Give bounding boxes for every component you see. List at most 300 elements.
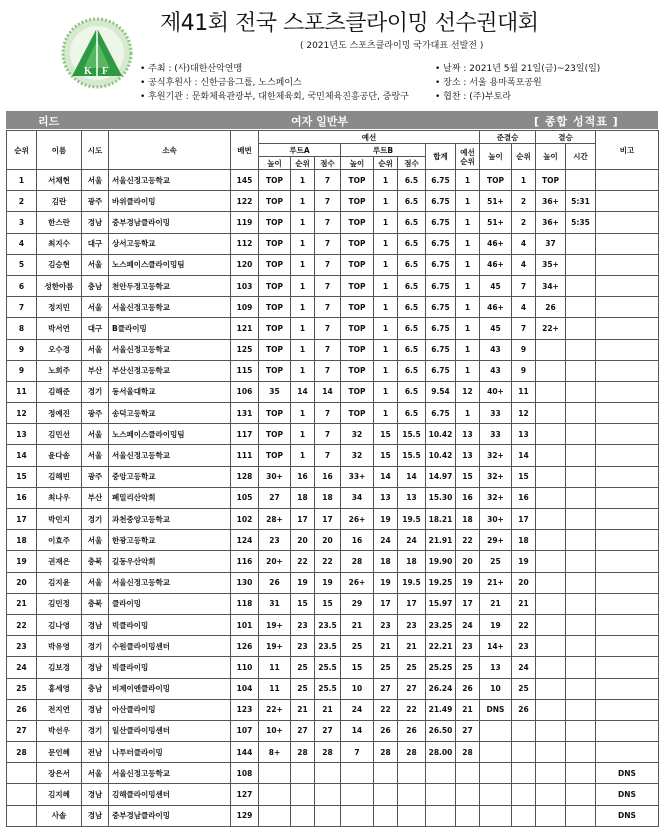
cell-rank: [7, 805, 37, 826]
cell-semi-rank: 17: [512, 509, 536, 530]
cell-bib: 109: [231, 297, 259, 318]
cell-bib: 112: [231, 233, 259, 254]
cell-b-rank: 1: [374, 339, 398, 360]
cell-b-score: 6.5: [398, 191, 426, 212]
cell-semi-height: 19: [480, 614, 512, 635]
cell-a-score: 7: [315, 191, 341, 212]
cell-sum: 10.42: [426, 445, 456, 466]
cell-rank: 25: [7, 678, 37, 699]
cell-rank: 5: [7, 254, 37, 275]
cell-name: 한스란: [37, 212, 82, 233]
col-sum: 합계: [426, 144, 456, 170]
cell-note: [596, 720, 659, 741]
cell-bib: 104: [231, 678, 259, 699]
cell-semi-rank: 18: [512, 530, 536, 551]
cell-qual-rank: 17: [456, 593, 480, 614]
cell-b-score: 14: [398, 466, 426, 487]
cell-b-rank: 1: [374, 212, 398, 233]
cell-rank: 4: [7, 233, 37, 254]
cell-a-rank: [291, 784, 315, 805]
cell-a-height: [259, 763, 291, 784]
cell-b-score: 6.5: [398, 233, 426, 254]
cell-final-time: [566, 381, 596, 402]
cell-b-height: TOP: [341, 360, 374, 381]
cell-a-rank: [291, 763, 315, 784]
cell-bib: 118: [231, 593, 259, 614]
cell-final-time: [566, 424, 596, 445]
cell-b-height: TOP: [341, 191, 374, 212]
cell-semi-rank: 7: [512, 275, 536, 296]
table-row: [7, 445, 659, 466]
cell-sum: 6.75: [426, 318, 456, 339]
cell-name: 최나우: [37, 487, 82, 508]
cell-final-time: [566, 763, 596, 784]
cell-final-time: [566, 466, 596, 487]
cell-b-score: 24: [398, 530, 426, 551]
cell-region: 서울: [82, 445, 109, 466]
cell-bib: 110: [231, 657, 259, 678]
cell-a-score: 20: [315, 530, 341, 551]
cell-semi-rank: [512, 742, 536, 763]
cell-rank: 11: [7, 381, 37, 402]
cell-semi-height: DNS: [480, 699, 512, 720]
cell-a-score: [315, 784, 341, 805]
cell-sum: 6.75: [426, 254, 456, 275]
cell-final-time: [566, 593, 596, 614]
cell-final-height: [536, 509, 566, 530]
cell-rank: [7, 784, 37, 805]
cell-final-time: [566, 254, 596, 275]
cell-name: 문인혜: [37, 742, 82, 763]
cell-semi-height: [480, 763, 512, 784]
cell-final-height: 35+: [536, 254, 566, 275]
cell-final-time: [566, 360, 596, 381]
cell-affiliation: 중부경남클라이밍: [109, 805, 231, 826]
table-row: [7, 360, 659, 381]
cell-rank: 19: [7, 551, 37, 572]
cell-sum: [426, 805, 456, 826]
cell-bib: 144: [231, 742, 259, 763]
cell-a-score: 27: [315, 720, 341, 741]
table-row: [7, 297, 659, 318]
cell-sum: 19.90: [426, 551, 456, 572]
cell-name: 김보경: [37, 657, 82, 678]
cell-note: [596, 297, 659, 318]
cell-a-rank: 1: [291, 318, 315, 339]
cell-a-rank: 21: [291, 699, 315, 720]
cell-final-height: [536, 805, 566, 826]
cell-b-score: 6.5: [398, 170, 426, 191]
cell-b-height: 33+: [341, 466, 374, 487]
cell-semi-height: [480, 805, 512, 826]
cell-a-rank: [291, 805, 315, 826]
cell-name: 김지혜: [37, 784, 82, 805]
cell-final-time: [566, 614, 596, 635]
cell-rank: 9: [7, 360, 37, 381]
page-subtitle: ( 2021년도 스포츠클라이밍 국가대표 선발전 ): [300, 41, 484, 51]
table-row: [7, 636, 659, 657]
table-row: [7, 212, 659, 233]
cell-final-height: 36+: [536, 212, 566, 233]
cell-b-score: [398, 784, 426, 805]
cell-a-rank: 1: [291, 170, 315, 191]
cell-region: 서울: [82, 530, 109, 551]
cell-a-height: 22+: [259, 699, 291, 720]
cell-final-height: [536, 466, 566, 487]
cell-sum: 22.21: [426, 636, 456, 657]
cell-b-rank: 21: [374, 636, 398, 657]
cell-qual-rank: 16: [456, 487, 480, 508]
cell-b-score: 6.5: [398, 381, 426, 402]
cell-rank: 28: [7, 742, 37, 763]
cell-semi-rank: [512, 720, 536, 741]
table-row: [7, 191, 659, 212]
cell-sum: 9.54: [426, 381, 456, 402]
cell-a-height: TOP: [259, 297, 291, 318]
cell-sum: 6.75: [426, 297, 456, 318]
cell-affiliation: 빅클라이밍: [109, 614, 231, 635]
cell-a-rank: 1: [291, 297, 315, 318]
cell-affiliation: 서울신정고등학교: [109, 445, 231, 466]
cell-semi-rank: [512, 763, 536, 784]
cell-a-height: 31: [259, 593, 291, 614]
cell-semi-rank: 21: [512, 593, 536, 614]
cell-name: 전지연: [37, 699, 82, 720]
cell-final-time: [566, 530, 596, 551]
cell-semi-rank: 2: [512, 212, 536, 233]
cell-b-rank: 14: [374, 466, 398, 487]
table-row: [7, 720, 659, 741]
cell-b-height: 26+: [341, 509, 374, 530]
cell-b-score: 21: [398, 636, 426, 657]
cell-region: 경남: [82, 614, 109, 635]
cell-bib: 145: [231, 170, 259, 191]
table-row: [7, 678, 659, 699]
cell-region: 충남: [82, 678, 109, 699]
cell-rank: 16: [7, 487, 37, 508]
cell-affiliation: 서울신정고등학교: [109, 170, 231, 191]
cell-name: 김지윤: [37, 572, 82, 593]
cell-final-height: [536, 742, 566, 763]
cell-bib: 121: [231, 318, 259, 339]
cell-a-rank: 25: [291, 678, 315, 699]
cell-b-rank: [374, 805, 398, 826]
cell-b-height: TOP: [341, 318, 374, 339]
cell-sum: 26.50: [426, 720, 456, 741]
date-line: • 날짜 : 2021년 5월 21일(금)~23일(일): [435, 64, 601, 74]
cell-semi-height: 32+: [480, 466, 512, 487]
cell-final-time: [566, 784, 596, 805]
cell-semi-rank: 4: [512, 233, 536, 254]
cell-b-rank: 19: [374, 509, 398, 530]
table-row: [7, 657, 659, 678]
cell-semi-height: 21: [480, 593, 512, 614]
cell-a-score: 23.5: [315, 614, 341, 635]
cell-final-height: [536, 339, 566, 360]
cell-a-score: 23.5: [315, 636, 341, 657]
cell-semi-rank: 1: [512, 170, 536, 191]
cell-rank: 8: [7, 318, 37, 339]
category-label: 여자 일반부: [291, 115, 348, 128]
cell-final-time: [566, 339, 596, 360]
cell-a-score: 7: [315, 275, 341, 296]
cell-a-rank: 22: [291, 551, 315, 572]
cell-qual-rank: [456, 805, 480, 826]
cell-b-rank: 1: [374, 233, 398, 254]
cell-b-score: 17: [398, 593, 426, 614]
cell-b-height: TOP: [341, 403, 374, 424]
cell-note: [596, 636, 659, 657]
col-final-time: 시간: [566, 144, 596, 170]
cell-bib: 126: [231, 636, 259, 657]
cell-affiliation: 비제이엔클라이밍: [109, 678, 231, 699]
cell-rank: 9: [7, 339, 37, 360]
cell-final-time: [566, 487, 596, 508]
cell-b-rank: 28: [374, 742, 398, 763]
cell-semi-rank: 13: [512, 424, 536, 445]
cell-sum: 23.25: [426, 614, 456, 635]
cell-qual-rank: 12: [456, 381, 480, 402]
cell-qual-rank: 1: [456, 275, 480, 296]
cell-affiliation: 바위클라이밍: [109, 191, 231, 212]
cell-a-score: 7: [315, 170, 341, 191]
cell-region: 광주: [82, 191, 109, 212]
cell-affiliation: 서울신정고등학교: [109, 763, 231, 784]
cell-note: [596, 424, 659, 445]
cell-note: [596, 742, 659, 763]
cell-a-height: TOP: [259, 254, 291, 275]
cell-b-height: 15: [341, 657, 374, 678]
table-row: [7, 318, 659, 339]
col-semifinal: 준결승: [480, 131, 536, 144]
cell-semi-rank: 7: [512, 318, 536, 339]
cell-sum: 25.25: [426, 657, 456, 678]
cell-name: 성한아름: [37, 275, 82, 296]
page-title: 제41회 전국 스포츠클라이밍 선수권대회: [160, 11, 539, 36]
event-info-left: [140, 62, 409, 104]
cell-a-height: 10+: [259, 720, 291, 741]
cell-a-score: 7: [315, 212, 341, 233]
cell-final-height: [536, 678, 566, 699]
cell-semi-height: 14+: [480, 636, 512, 657]
cell-semi-rank: 22: [512, 614, 536, 635]
cell-b-score: 6.5: [398, 254, 426, 275]
cell-b-height: 29: [341, 593, 374, 614]
cell-qual-rank: 1: [456, 339, 480, 360]
cell-affiliation: 중부경남클라이밍: [109, 212, 231, 233]
cell-qual-rank: 1: [456, 212, 480, 233]
cell-note: [596, 445, 659, 466]
cell-semi-rank: 11: [512, 381, 536, 402]
cell-b-rank: 15: [374, 445, 398, 466]
cell-final-time: [566, 445, 596, 466]
cell-a-height: TOP: [259, 403, 291, 424]
cell-note: [596, 487, 659, 508]
partner-line: • 협찬 : (주)부토라: [435, 92, 512, 102]
cell-b-rank: 27: [374, 678, 398, 699]
cell-a-rank: 14: [291, 381, 315, 402]
table-row: [7, 784, 659, 805]
cell-note: [596, 212, 659, 233]
cell-sum: 6.75: [426, 403, 456, 424]
cell-a-height: [259, 784, 291, 805]
cell-semi-height: 33: [480, 403, 512, 424]
cell-name: 박민지: [37, 509, 82, 530]
cell-bib: 103: [231, 275, 259, 296]
cell-b-height: 25: [341, 636, 374, 657]
cell-sum: 6.75: [426, 212, 456, 233]
cell-final-time: [566, 551, 596, 572]
cell-name: 권재은: [37, 551, 82, 572]
cell-final-time: [566, 636, 596, 657]
cell-qual-rank: [456, 784, 480, 805]
cell-semi-height: 13: [480, 657, 512, 678]
cell-affiliation: 나투터클라이밍: [109, 742, 231, 763]
cell-affiliation: 일산클라이밍센터: [109, 720, 231, 741]
cell-b-score: 6.5: [398, 212, 426, 233]
cell-note: [596, 191, 659, 212]
cell-semi-height: 43: [480, 360, 512, 381]
cell-semi-height: 45: [480, 318, 512, 339]
cell-semi-height: 46+: [480, 254, 512, 275]
cell-final-height: [536, 487, 566, 508]
cell-b-rank: 24: [374, 530, 398, 551]
cell-semi-height: [480, 720, 512, 741]
cell-bib: 106: [231, 381, 259, 402]
cell-b-rank: 26: [374, 720, 398, 741]
cell-region: 경남: [82, 699, 109, 720]
cell-semi-height: [480, 742, 512, 763]
cell-bib: 128: [231, 466, 259, 487]
cell-a-height: 8+: [259, 742, 291, 763]
cell-region: 경남: [82, 212, 109, 233]
cell-a-rank: 23: [291, 636, 315, 657]
cell-note: [596, 339, 659, 360]
cell-sum: 15.30: [426, 487, 456, 508]
cell-qual-rank: 23: [456, 636, 480, 657]
cell-b-height: TOP: [341, 254, 374, 275]
cell-a-rank: 1: [291, 403, 315, 424]
col-final-height: 높이: [536, 144, 566, 170]
cell-bib: 111: [231, 445, 259, 466]
cell-qual-rank: 15: [456, 466, 480, 487]
discipline-label: 리드: [38, 115, 60, 128]
cell-sum: 19.25: [426, 572, 456, 593]
cell-b-rank: 15: [374, 424, 398, 445]
cell-b-rank: 1: [374, 191, 398, 212]
cell-qual-rank: 25: [456, 657, 480, 678]
cell-b-height: 32: [341, 424, 374, 445]
cell-region: 충남: [82, 275, 109, 296]
cell-b-score: 23: [398, 614, 426, 635]
cell-region: 경기: [82, 720, 109, 741]
col-rank: 순위: [7, 131, 37, 170]
cell-a-score: 21: [315, 699, 341, 720]
cell-rank: 3: [7, 212, 37, 233]
cell-final-time: [566, 233, 596, 254]
cell-bib: 130: [231, 572, 259, 593]
table-row: [7, 466, 659, 487]
cell-final-height: [536, 445, 566, 466]
cell-qual-rank: 19: [456, 572, 480, 593]
cell-name: 정지민: [37, 297, 82, 318]
cell-note: [596, 657, 659, 678]
cell-region: 전남: [82, 742, 109, 763]
cell-affiliation: 클라이밍: [109, 593, 231, 614]
cell-affiliation: 노스페이스클라이밍팀: [109, 424, 231, 445]
col-qual-rank-label: 예선 순위: [460, 147, 475, 166]
cell-note: DNS: [596, 763, 659, 784]
cell-qual-rank: 26: [456, 678, 480, 699]
cell-bib: 119: [231, 212, 259, 233]
cell-semi-height: 21+: [480, 572, 512, 593]
col-b-score: 점수: [398, 157, 426, 170]
results-body: [7, 170, 659, 827]
col-final: 결승: [536, 131, 596, 144]
cell-note: [596, 403, 659, 424]
cell-b-rank: 25: [374, 657, 398, 678]
cell-qual-rank: 1: [456, 318, 480, 339]
cell-a-rank: 1: [291, 275, 315, 296]
cell-qual-rank: 1: [456, 403, 480, 424]
cell-affiliation: 서울신정고등학교: [109, 297, 231, 318]
cell-a-rank: 16: [291, 466, 315, 487]
cell-a-score: 7: [315, 254, 341, 275]
cell-final-time: [566, 678, 596, 699]
cell-b-score: 6.5: [398, 297, 426, 318]
cell-a-height: TOP: [259, 445, 291, 466]
cell-rank: 26: [7, 699, 37, 720]
cell-b-height: [341, 763, 374, 784]
cell-b-score: 27: [398, 678, 426, 699]
cell-b-height: TOP: [341, 339, 374, 360]
cell-b-height: 21: [341, 614, 374, 635]
cell-a-score: [315, 805, 341, 826]
cell-semi-rank: 14: [512, 445, 536, 466]
cell-affiliation: 중앙고등학교: [109, 466, 231, 487]
cell-final-time: [566, 403, 596, 424]
cell-qual-rank: 1: [456, 360, 480, 381]
cell-name: 김해빈: [37, 466, 82, 487]
cell-b-score: [398, 763, 426, 784]
cell-region: 광주: [82, 466, 109, 487]
logo-letter-k: K: [84, 66, 92, 77]
cell-a-score: 25.5: [315, 657, 341, 678]
cell-b-score: 6.5: [398, 403, 426, 424]
cell-a-rank: 1: [291, 360, 315, 381]
cell-rank: 7: [7, 297, 37, 318]
cell-a-rank: 1: [291, 339, 315, 360]
cell-qual-rank: 13: [456, 424, 480, 445]
cell-note: [596, 614, 659, 635]
cell-qual-rank: [456, 763, 480, 784]
cell-region: 경기: [82, 509, 109, 530]
cell-semi-height: 40+: [480, 381, 512, 402]
cell-name: 김승현: [37, 254, 82, 275]
cell-b-score: 15.5: [398, 445, 426, 466]
cell-a-score: 7: [315, 360, 341, 381]
cell-note: [596, 360, 659, 381]
cell-final-height: [536, 614, 566, 635]
cell-b-score: 6.5: [398, 339, 426, 360]
cell-semi-rank: 15: [512, 466, 536, 487]
cell-sum: 6.75: [426, 233, 456, 254]
cell-b-score: 13: [398, 487, 426, 508]
cell-b-rank: 23: [374, 614, 398, 635]
cell-sum: 6.75: [426, 275, 456, 296]
cell-name: 장은서: [37, 763, 82, 784]
cell-a-rank: 1: [291, 191, 315, 212]
